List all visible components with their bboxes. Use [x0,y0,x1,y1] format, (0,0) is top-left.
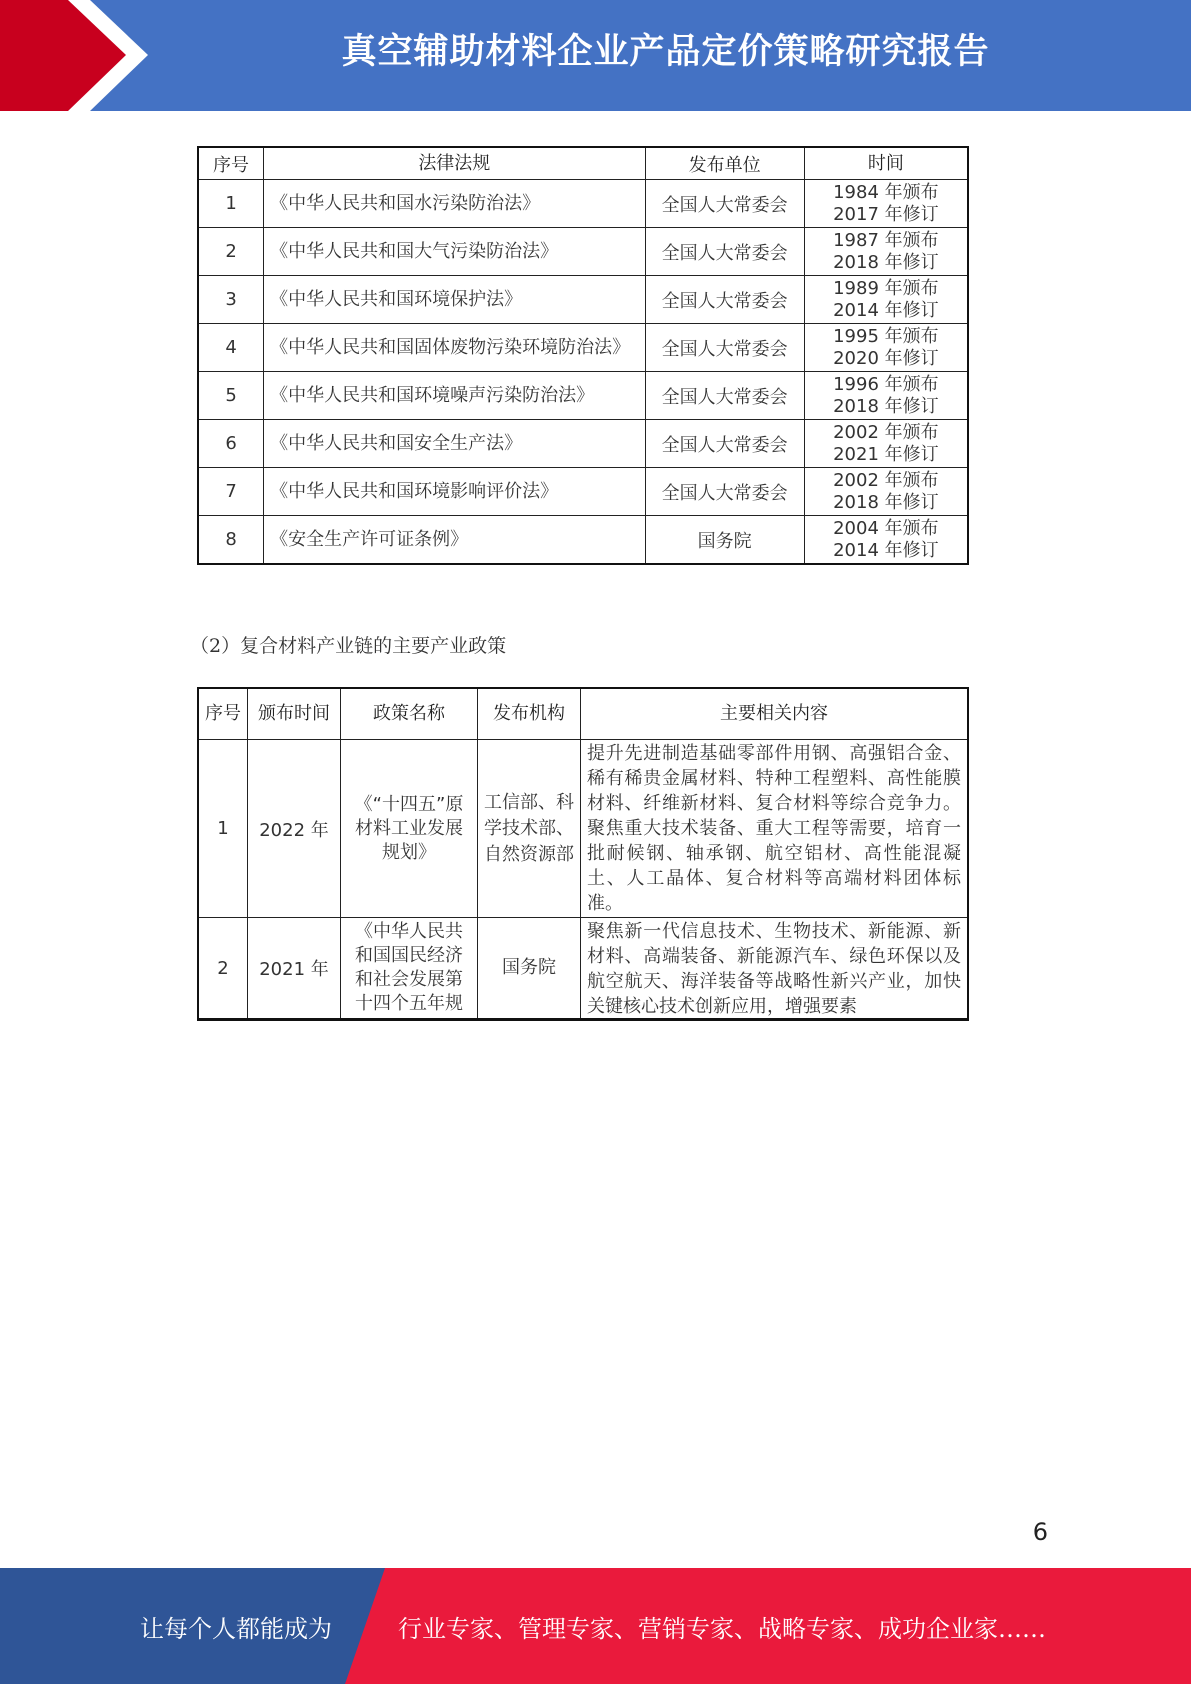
row-law: 《中华人民共和国环境影响评价法》 [264,468,645,516]
row-org: 国务院 [478,918,581,1020]
row-org: 全国人大常委会 [645,180,804,228]
col-header-org: 发布单位 [645,147,804,180]
row-org: 国务院 [645,516,804,565]
row-law: 《中华人民共和国环境保护法》 [264,276,645,324]
issued-year: 2002 年颁布 [833,421,939,443]
row-org: 全国人大常委会 [645,276,804,324]
issued-year: 2002 年颁布 [833,469,939,491]
row-no: 7 [198,468,264,516]
row-no: 4 [198,324,264,372]
table-row [198,420,968,468]
page-header [0,0,1191,111]
row-policy-name [341,918,478,1020]
col-header-date: 颁布时间 [248,688,341,740]
section-caption: （2）复合材料产业链的主要产业政策 [190,635,507,657]
revised-year: 2018 年修订 [833,491,939,513]
revised-year: 2017 年修订 [833,203,939,225]
row-law: 《安全生产许可证条例》 [264,516,645,565]
row-law: 《中华人民共和国大气污染防治法》 [264,228,645,276]
laws-table [197,146,969,565]
page-footer [0,1568,1191,1684]
footer-slogan-left: 让每个人都能成为 [140,1615,332,1643]
table-row [198,276,968,324]
table-row [198,740,968,918]
row-time [804,468,968,516]
revised-year: 2018 年修订 [833,395,939,417]
issued-year: 1984 年颁布 [833,181,939,203]
issued-year: 1987 年颁布 [833,229,939,251]
col-header-no: 序号 [198,147,264,180]
row-law: 《中华人民共和国水污染防治法》 [264,180,645,228]
row-time [804,228,968,276]
issued-year: 1989 年颁布 [833,277,939,299]
revised-year: 2021 年修订 [833,443,939,465]
row-content [581,918,969,1020]
table-row [198,324,968,372]
table-row [198,468,968,516]
row-no: 1 [198,180,264,228]
revised-year: 2018 年修订 [833,251,939,273]
issued-year: 1995 年颁布 [833,325,939,347]
footer-slogan-right: 行业专家、管理专家、营销专家、战略专家、成功企业家…… [398,1615,1046,1643]
revised-year: 2014 年修订 [833,539,939,561]
row-law: 《中华人民共和国固体废物污染环境防治法》 [264,324,645,372]
row-org: 全国人大常委会 [645,420,804,468]
row-org: 全国人大常委会 [645,324,804,372]
col-header-content: 主要相关内容 [581,688,969,740]
row-org: 全国人大常委会 [645,228,804,276]
row-time [804,516,968,565]
row-date: 2022 年 [248,740,341,918]
table-row [198,516,968,565]
row-no: 2 [198,918,248,1020]
row-time [804,372,968,420]
row-policy-name: 《“十四五”原材料工业发展规划》 [341,740,478,918]
row-no: 6 [198,420,264,468]
table-row [198,372,968,420]
issued-year: 1996 年颁布 [833,373,939,395]
row-org: 工信部、科学技术部、自然资源部 [478,740,581,918]
row-org: 全国人大常委会 [645,372,804,420]
row-no: 5 [198,372,264,420]
report-title: 真空辅助材料企业产品定价策略研究报告 [341,32,990,72]
col-header-name: 政策名称 [341,688,478,740]
row-time [804,276,968,324]
row-date: 2021 年 [248,918,341,1020]
laws-table-header-row [198,147,968,180]
row-no: 8 [198,516,264,565]
row-law: 《中华人民共和国安全生产法》 [264,420,645,468]
row-time [804,324,968,372]
policy-name-text: 《中华人民共和国国民经济和社会发展第十四个五年规 [355,920,463,1014]
row-time [804,180,968,228]
row-no: 1 [198,740,248,918]
col-header-time: 时间 [804,147,968,180]
content-text: 聚焦新一代信息技术、生物技术、新能源、新材料、高端装备、新能源汽车、绿色环保以及航空航天、海洋装备等战略性新兴产业，加快关键核心技术创新应用，增强要素 [587,921,961,1017]
policy-table-header-row [198,688,968,740]
col-header-law: 法律法规 [264,147,645,180]
col-header-org: 发布机构 [478,688,581,740]
revised-year: 2014 年修订 [833,299,939,321]
header-chevron-icon [0,0,150,111]
table-row [198,918,968,1020]
row-no: 2 [198,228,264,276]
policy-table [197,687,969,1021]
row-law: 《中华人民共和国环境噪声污染防治法》 [264,372,645,420]
row-content: 提升先进制造基础零部件用钢、高强铝合金、稀有稀贵金属材料、特种工程塑料、高性能膜材料、纤维新材料、复合材料等综合竞争力。聚焦重大技术装备、重大工程等需要，培育一批耐候钢、轴承钢、航空铝材、高性能混凝土、人工晶体、复合材料等高端材料团体标准。 [581,740,969,918]
row-time [804,420,968,468]
page-number: 6 [1032,1518,1048,1546]
row-org: 全国人大常委会 [645,468,804,516]
row-no: 3 [198,276,264,324]
table-row [198,228,968,276]
revised-year: 2020 年修订 [833,347,939,369]
table-row [198,180,968,228]
col-header-no: 序号 [198,688,248,740]
issued-year: 2004 年颁布 [833,517,939,539]
